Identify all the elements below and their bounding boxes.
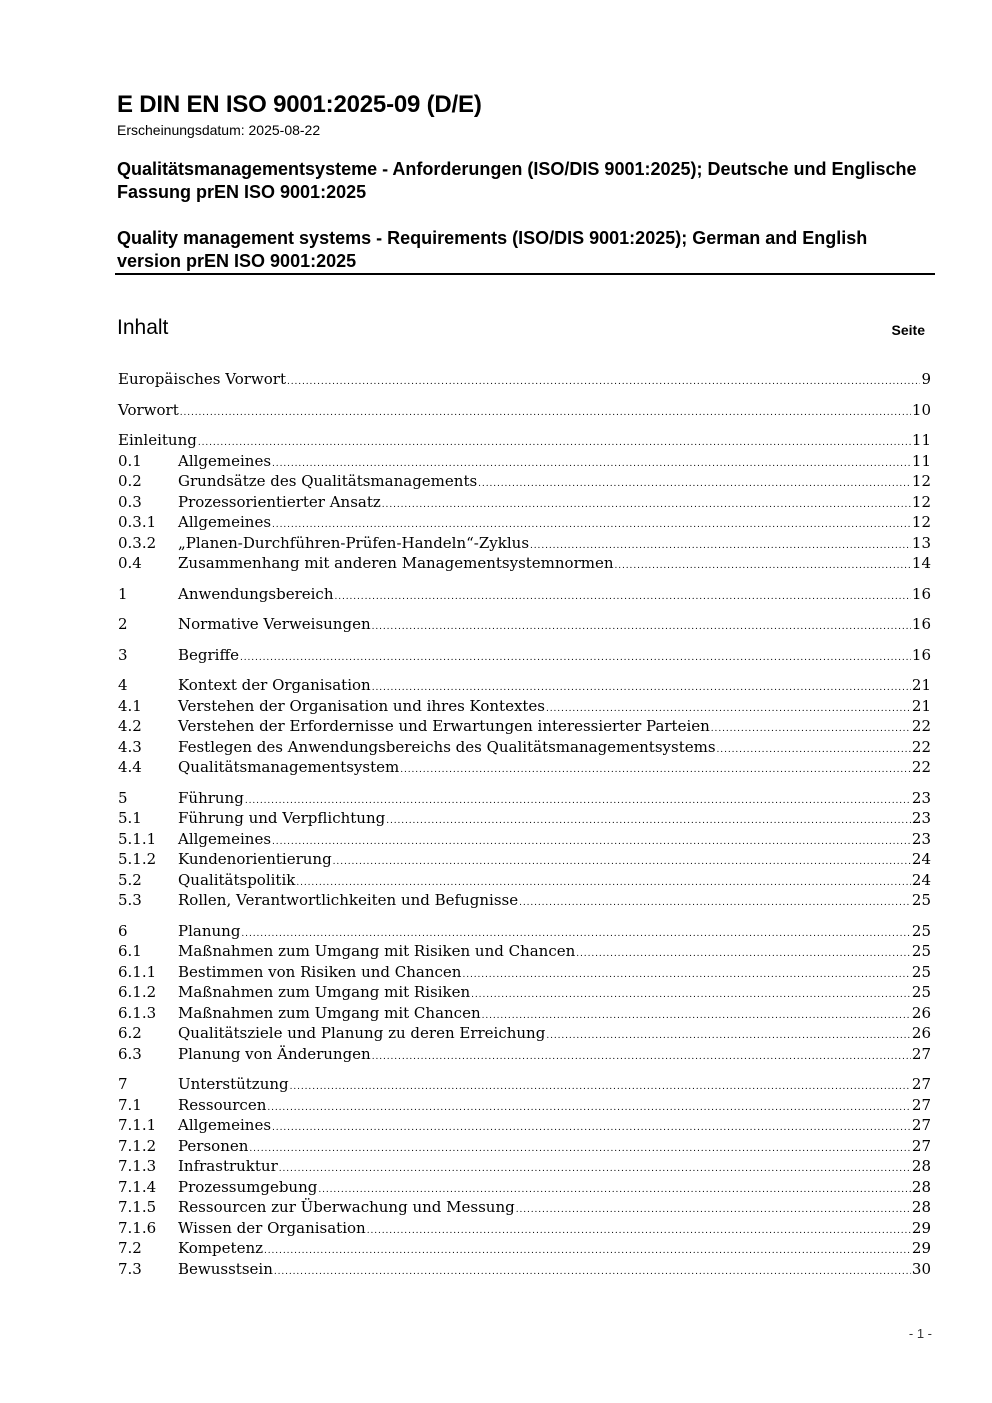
toc-entry-number: 0.1: [118, 451, 142, 470]
toc-entry-page: 27: [911, 1044, 931, 1063]
toc-entry-title: Verstehen der Organisation und ihres Kontextes: [178, 696, 546, 715]
toc-entry-number: 0.4: [118, 554, 142, 572]
toc-entry[interactable]: [118, 369, 931, 390]
toc-entry-number: 7.1.1: [118, 1116, 157, 1134]
toc-entry-title: Unterstützung: [178, 1075, 289, 1093]
toc-entry-number: 7.3: [118, 1259, 142, 1278]
toc-entry[interactable]: [118, 400, 931, 421]
toc-entry[interactable]: [118, 890, 931, 911]
toc-entry-page: 25: [911, 891, 931, 909]
toc-dot-leader: [400, 760, 911, 781]
toc-entry[interactable]: [118, 645, 931, 666]
toc-entry-title: Begriffe: [178, 645, 240, 664]
toc-entry-number: 6.1: [118, 942, 142, 960]
toc-entry-number: 5.3: [118, 891, 142, 909]
toc-entry-number: 6.1.1: [118, 962, 157, 981]
toc-entry-number: 5: [118, 788, 128, 807]
page-number: - 1 -: [908, 1326, 932, 1341]
page-column-label: Seite: [891, 322, 925, 338]
toc-entry[interactable]: [118, 584, 931, 605]
toc-entry-title: Führung: [178, 788, 244, 807]
toc-entry[interactable]: [118, 788, 931, 809]
toc-dot-leader: [576, 944, 911, 965]
toc-dot-leader: [382, 495, 911, 516]
toc-entry-page: 26: [911, 1024, 931, 1042]
toc-dot-leader: [615, 556, 911, 577]
toc-entry-number: 4: [118, 676, 128, 694]
toc-dot-leader: [372, 617, 911, 638]
toc-entry-page: 27: [911, 1116, 931, 1134]
toc-entry-title: Allgemeines: [178, 451, 272, 470]
toc-entry[interactable]: [118, 982, 931, 1003]
toc-dot-leader: [272, 832, 911, 853]
toc-dot-leader: [367, 1221, 911, 1242]
toc-entry[interactable]: [118, 962, 931, 983]
toc-entry[interactable]: [118, 675, 931, 696]
toc-entry-title: Qualitätspolitik: [178, 870, 296, 889]
toc-entry[interactable]: [118, 512, 931, 533]
toc-entry-title: Bewusstsein: [178, 1259, 273, 1278]
toc-entry[interactable]: [118, 1115, 931, 1136]
toc-dot-leader: [333, 852, 911, 873]
toc-entry-title: Kundenorientierung: [178, 850, 332, 868]
toc-entry[interactable]: [118, 553, 931, 574]
toc-dot-leader: [290, 1077, 911, 1098]
toc-entry-title: Allgemeines: [178, 829, 272, 848]
publication-date: Erscheinungsdatum: 2025-08-22: [117, 122, 321, 138]
toc-entry-page: 16: [911, 584, 931, 603]
toc-dot-leader: [471, 985, 911, 1006]
toc-entry-title: Prozessorientierter Ansatz: [178, 492, 381, 511]
toc-dot-leader: [240, 648, 911, 669]
toc-entry-title: Maßnahmen zum Umgang mit Chancen: [178, 1003, 481, 1022]
toc-heading: Inhalt: [117, 316, 169, 339]
toc-entry-title: Ressourcen: [178, 1095, 267, 1114]
toc-entry-page: 21: [911, 676, 931, 694]
toc-entry-title: Kompetenz: [178, 1239, 264, 1257]
toc-entry-page: 27: [911, 1095, 931, 1114]
toc-entry[interactable]: [118, 1197, 931, 1218]
toc-dot-leader: [386, 811, 911, 832]
toc-entry-title: Anwendungsbereich: [178, 584, 334, 603]
toc-entry-number: 4.1: [118, 696, 142, 715]
toc-entry[interactable]: [118, 1218, 931, 1239]
toc-entry-title: Verstehen der Erfordernisse und Erwartungen interessierter Parteien: [178, 717, 710, 735]
toc-entry-number: 5.1: [118, 809, 142, 827]
toc-entry-number: 1: [118, 584, 128, 603]
toc-entry-number: 7.1.3: [118, 1157, 157, 1175]
toc-entry-title: Maßnahmen zum Umgang mit Risiken: [178, 983, 471, 1001]
toc-entry[interactable]: [118, 1177, 931, 1198]
document-header: [117, 90, 934, 273]
toc-dot-leader: [717, 740, 911, 761]
title-german: Qualitätsmanagementsysteme - Anforderungen (ISO/DIS 9001:2025); Deutsche und Englische Fassung prEN ISO 9001:2025: [117, 159, 917, 202]
toc-entry-page: 23: [911, 788, 931, 807]
toc-entry-page: 21: [911, 696, 931, 715]
toc-entry-page: 28: [911, 1157, 931, 1175]
toc-entry-number: 0.2: [118, 472, 142, 490]
toc-entry-number: 7.2: [118, 1239, 142, 1257]
toc-entry-page: 26: [911, 1003, 931, 1022]
toc-entry-title: Maßnahmen zum Umgang mit Risiken und Chancen: [178, 942, 576, 960]
toc-entry-title: Grundsätze des Qualitätsmanagements: [178, 472, 478, 490]
toc-entry[interactable]: [118, 757, 931, 778]
toc-entry-number: 4.3: [118, 737, 142, 756]
toc-dot-leader: [272, 1118, 911, 1139]
toc-entry-number: 4.4: [118, 758, 142, 776]
toc-entry-page: 25: [911, 942, 931, 960]
toc-entry[interactable]: [118, 941, 931, 962]
toc-dot-leader: [546, 1026, 911, 1047]
toc-entry-page: 24: [911, 870, 931, 889]
toc-dot-leader: [180, 403, 911, 424]
toc-entry-page: 22: [911, 737, 931, 756]
toc-entry-page: 28: [911, 1198, 931, 1216]
toc-entry-page: 25: [911, 983, 931, 1001]
toc-entry[interactable]: [118, 921, 931, 942]
toc-entry-title: Rollen, Verantwortlichkeiten und Befugnisse: [178, 891, 519, 909]
toc-dot-leader: [249, 1139, 911, 1160]
toc-entry-page: 28: [911, 1177, 931, 1196]
toc-entry-page: 12: [911, 513, 931, 531]
header-divider: [115, 273, 935, 275]
toc-entry-number: 7: [118, 1075, 128, 1093]
toc-entry[interactable]: [118, 849, 931, 870]
toc-entry-number: 5.1.2: [118, 850, 157, 868]
toc-dot-leader: [711, 719, 911, 740]
toc-dot-leader: [516, 1200, 911, 1221]
toc-entry[interactable]: [118, 716, 931, 737]
toc-entry-title: „Planen-Durchführen-Prüfen-Handeln“-Zyklus: [178, 533, 530, 552]
toc-entry[interactable]: [118, 492, 931, 513]
toc-entry-page: 25: [911, 962, 931, 981]
toc-entry-number: 6.3: [118, 1044, 142, 1063]
toc-entry-number: 2: [118, 615, 128, 633]
toc-entry[interactable]: [118, 1238, 931, 1259]
toc-entry-page: 23: [911, 829, 931, 848]
toc-entry[interactable]: [118, 533, 931, 554]
toc-entry-page: 13: [911, 533, 931, 552]
toc-entry[interactable]: [118, 451, 931, 472]
toc-dot-leader: [334, 587, 910, 608]
toc-entry-number: 0.3: [118, 492, 142, 511]
toc-entry-number: 0.3.1: [118, 513, 157, 531]
toc-entry-title: Vorwort: [118, 400, 179, 419]
toc-entry[interactable]: [118, 696, 931, 717]
toc-entry-title: Planung von Änderungen: [178, 1044, 371, 1063]
toc-entry-title: Allgemeines: [178, 513, 272, 531]
toc-dot-leader: [482, 1006, 911, 1027]
toc-entry-title: Kontext der Organisation: [178, 676, 371, 694]
toc-entry-page: 10: [911, 400, 931, 419]
toc-entry-title: Planung: [178, 921, 241, 940]
toc-entry-number: 7.1.6: [118, 1218, 157, 1237]
toc-dot-leader: [198, 433, 911, 454]
toc-entry-number: 4.2: [118, 717, 142, 735]
toc-entry[interactable]: [118, 1044, 931, 1065]
document-title: E DIN EN ISO 9001:2025-09 (D/E): [117, 91, 482, 118]
toc-entry[interactable]: [118, 614, 931, 635]
toc-dot-leader: [519, 893, 911, 914]
toc-dot-leader: [279, 1159, 911, 1180]
toc-entry[interactable]: [118, 1023, 931, 1044]
toc-entry-page: 22: [911, 758, 931, 776]
toc-entry-page: 24: [911, 850, 931, 868]
toc-entry[interactable]: [118, 870, 931, 891]
toc-entry-page: 16: [911, 645, 931, 664]
toc-entry-page: 22: [911, 717, 931, 735]
toc-entry-title: Personen: [178, 1136, 249, 1155]
toc-entry-page: 11: [911, 431, 931, 449]
toc-entry[interactable]: [118, 1156, 931, 1177]
toc-entry-title: Ressourcen zur Überwachung und Messung: [178, 1198, 515, 1216]
toc-entry-title: Wissen der Organisation: [178, 1218, 366, 1237]
toc-entry-number: 5.1.1: [118, 829, 157, 848]
toc-entry-page: 23: [911, 809, 931, 827]
toc-entry-number: 6.2: [118, 1024, 142, 1042]
toc-dot-leader: [478, 474, 911, 495]
toc-entry-page: 30: [911, 1259, 931, 1278]
toc-dot-leader: [287, 372, 920, 393]
toc-entry-number: 6.1.3: [118, 1003, 157, 1022]
toc-dot-leader: [267, 1098, 911, 1119]
title-english: Quality management systems - Requirements (ISO/DIS 9001:2025); German and English version prEN ISO 9001:2025: [117, 228, 868, 271]
toc-entry[interactable]: [118, 1095, 931, 1116]
toc-entry[interactable]: [118, 1003, 931, 1024]
toc-entry[interactable]: [118, 829, 931, 850]
toc-entry-page: 27: [911, 1075, 931, 1093]
toc-entry-number: 6: [118, 921, 128, 940]
toc-entry-title: Führung und Verpflichtung: [178, 809, 386, 827]
toc-entry-title: Festlegen des Anwendungsbereichs des Qualitätsmanagementsystems: [178, 737, 716, 756]
toc-entry[interactable]: [118, 1136, 931, 1157]
toc-entry-title: Zusammenhang mit anderen Managementsystemnormen: [178, 554, 614, 572]
toc-entry-page: 12: [911, 472, 931, 490]
toc-entry-number: 3: [118, 645, 128, 664]
toc-entry-page: 29: [911, 1239, 931, 1257]
toc-entry[interactable]: [118, 737, 931, 758]
toc-entry-page: 27: [911, 1136, 931, 1155]
toc-entry-number: 7.1.2: [118, 1136, 157, 1155]
toc-entry-title: Einleitung: [118, 431, 197, 449]
toc-entry-title: Qualitätsziele und Planung zu deren Erreichung: [178, 1024, 546, 1042]
toc-entry[interactable]: [118, 1074, 931, 1095]
toc-entry-title: Prozessumgebung: [178, 1177, 318, 1196]
toc-entry-title: Infrastruktur: [178, 1157, 278, 1175]
toc-entry[interactable]: [118, 471, 931, 492]
toc-entry-number: 6.1.2: [118, 983, 157, 1001]
toc-dot-leader: [462, 965, 910, 986]
toc-entry[interactable]: [118, 430, 931, 451]
toc-entry-title: Qualitätsmanagementsystem: [178, 758, 400, 776]
toc-entry[interactable]: [118, 1259, 931, 1280]
toc-entry-number: 7.1: [118, 1095, 142, 1114]
toc-entry[interactable]: [118, 808, 931, 829]
toc-entry-number: 7.1.5: [118, 1198, 157, 1216]
table-of-contents: [118, 369, 931, 1279]
toc-entry-number: 0.3.2: [118, 533, 157, 552]
toc-dot-leader: [274, 1262, 911, 1283]
toc-entry-page: 29: [911, 1218, 931, 1237]
toc-entry-title: Europäisches Vorwort: [118, 370, 286, 388]
toc-entry-title: Normative Verweisungen: [178, 615, 371, 633]
toc-entry-page: 9: [921, 370, 931, 388]
toc-entry-title: Allgemeines: [178, 1116, 272, 1134]
toc-entry-page: 12: [911, 492, 931, 511]
toc-entry-page: 11: [911, 451, 931, 470]
toc-dot-leader: [264, 1241, 911, 1262]
toc-dot-leader: [372, 1047, 911, 1068]
toc-entry-page: 25: [911, 921, 931, 940]
toc-entry-number: 5.2: [118, 870, 142, 889]
toc-entry-page: 14: [911, 554, 931, 572]
toc-entry-title: Bestimmen von Risiken und Chancen: [178, 962, 462, 981]
toc-entry-number: 7.1.4: [118, 1177, 157, 1196]
toc-entry-page: 16: [911, 615, 931, 633]
